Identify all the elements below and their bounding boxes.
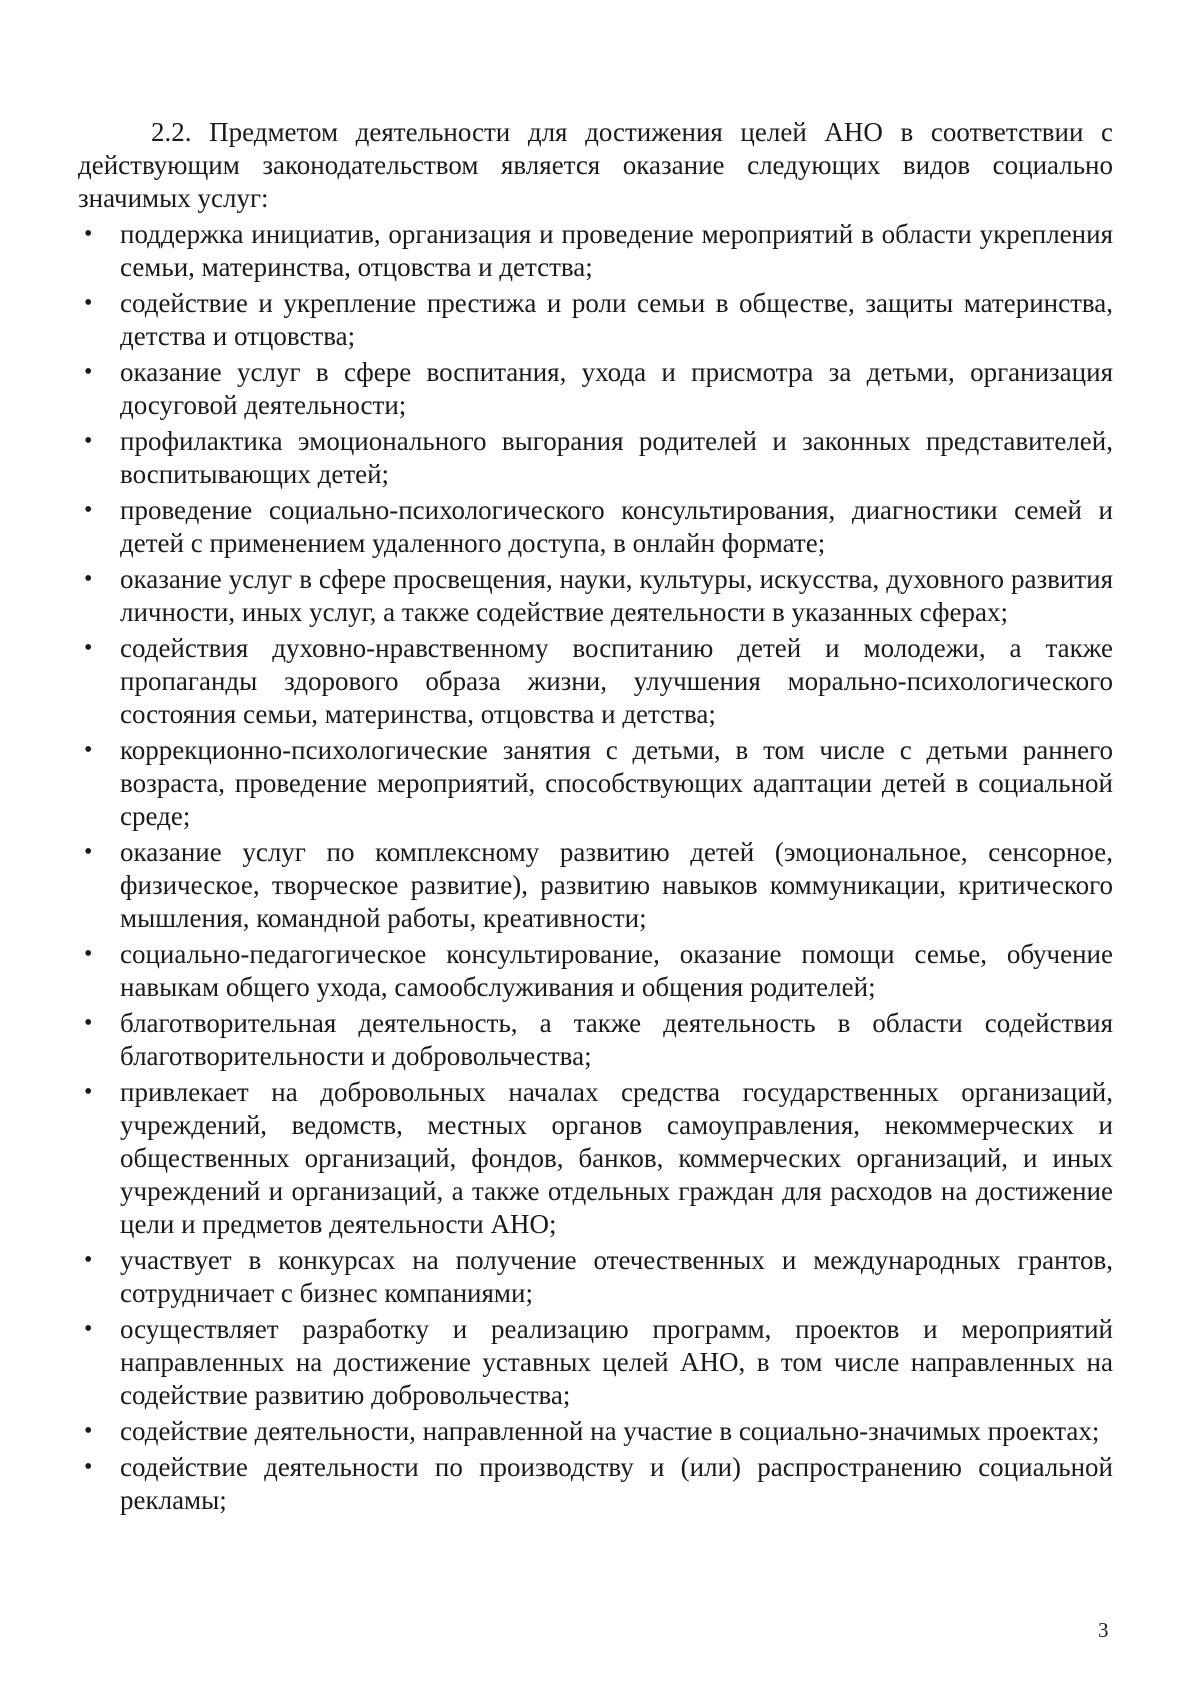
page-content <box>78 116 1113 1520</box>
list-item <box>78 218 1113 284</box>
list-item-text: профилактика эмоционального выгорания родителей и законных представителей, воспитывающих детей; <box>120 426 1113 489</box>
bullet-icon: • <box>84 566 93 592</box>
list-item <box>78 356 1113 422</box>
bullet-icon: • <box>84 1418 93 1444</box>
services-bullet-list <box>78 218 1113 1517</box>
bullet-icon: • <box>84 1079 93 1105</box>
list-item-text: оказание услуг в сфере просвещения, науки, культуры, искусства, духовного развития личности, иных услуг, а также содействие деятельности в указанных сферах; <box>120 564 1113 627</box>
bullet-icon: • <box>84 635 93 661</box>
list-item <box>78 563 1113 629</box>
bullet-icon: • <box>84 1010 93 1036</box>
bullet-icon: • <box>84 1316 93 1342</box>
list-item-text: содействие деятельности, направленной на участие в социально-значимых проектах; <box>120 1416 1100 1446</box>
list-item-text: содействия духовно-нравственному воспитанию детей и молодежи, а также пропаганды здорового образа жизни, улучшения морально-психологического состояния семьи, материнства, отцовства и детства; <box>120 633 1113 729</box>
list-item-text: поддержка инициатив, организация и проведение мероприятий в области укрепления семьи, материнства, отцовства и детства; <box>120 219 1113 282</box>
list-item-text: оказание услуг в сфере воспитания, ухода и присмотра за детьми, организация досуговой деятельности; <box>120 357 1113 420</box>
bullet-icon: • <box>84 221 93 247</box>
bullet-icon: • <box>84 290 93 316</box>
list-item-text: привлекает на добровольных началах средства государственных организаций, учреждений, ведомств, местных органов самоуправления, некоммерческих и общественных организаций, фондов, банков, коммерческих организаций, и иных учреждений и организаций, а также отдельных граждан для расходов на достижение цели и предметов деятельности АНО; <box>120 1077 1113 1239</box>
list-item <box>78 1415 1113 1448</box>
list-item <box>78 1313 1113 1412</box>
list-item-text: благотворительная деятельность, а также деятельность в области содействия благотворительности и добровольчества; <box>120 1008 1113 1071</box>
list-item <box>78 1007 1113 1073</box>
bullet-icon: • <box>84 941 93 967</box>
bullet-icon: • <box>84 428 93 454</box>
list-item-text: проведение социально-психологического консультирования, диагностики семей и детей с применением удаленного доступа, в онлайн формате; <box>120 495 1113 558</box>
list-item <box>78 734 1113 833</box>
list-item-text: оказание услуг по комплексному развитию детей (эмоциональное, сенсорное, физическое, творческое развитие), развитию навыков коммуникации, критического мышления, командной работы, креативности; <box>120 837 1113 933</box>
list-item <box>78 494 1113 560</box>
bullet-icon: • <box>84 497 93 523</box>
list-item <box>78 938 1113 1004</box>
list-item-text: социально-педагогическое консультирование, оказание помощи семье, обучение навыкам общего ухода, самообслуживания и общения родителей; <box>120 939 1113 1002</box>
list-item <box>78 425 1113 491</box>
section-intro-paragraph: 2.2. Предметом деятельности для достижения целей АНО в соответствии с действующим законодательством является оказание следующих видов социально значимых услуг: <box>78 117 1113 213</box>
bullet-icon: • <box>84 1247 93 1273</box>
list-item <box>78 1451 1113 1517</box>
bullet-icon: • <box>84 737 93 763</box>
page-number: 3 <box>1098 1618 1109 1642</box>
list-item-text: участвует в конкурсах на получение отечественных и международных грантов, сотрудничает с бизнес компаниями; <box>120 1245 1113 1308</box>
list-item <box>78 1244 1113 1310</box>
list-item-text: осуществляет разработку и реализацию программ, проектов и мероприятий направленных на достижение уставных целей АНО, в том числе направленных на содействие развитию добровольчества; <box>120 1314 1113 1410</box>
bullet-icon: • <box>84 359 93 385</box>
bullet-icon: • <box>84 839 93 865</box>
list-item-text: содействие и укрепление престижа и роли семьи в обществе, защиты материнства, детства и отцовства; <box>120 288 1113 351</box>
list-item-text: коррекционно-психологические занятия с детьми, в том числе с детьми раннего возраста, проведение мероприятий, способствующих адаптации детей в социальной среде; <box>120 735 1113 831</box>
list-item <box>78 287 1113 353</box>
bullet-icon: • <box>84 1454 93 1480</box>
list-item-text: содействие деятельности по производству и (или) распространению социальной рекламы; <box>120 1452 1113 1515</box>
list-item <box>78 836 1113 935</box>
list-item <box>78 1076 1113 1241</box>
list-item <box>78 632 1113 731</box>
